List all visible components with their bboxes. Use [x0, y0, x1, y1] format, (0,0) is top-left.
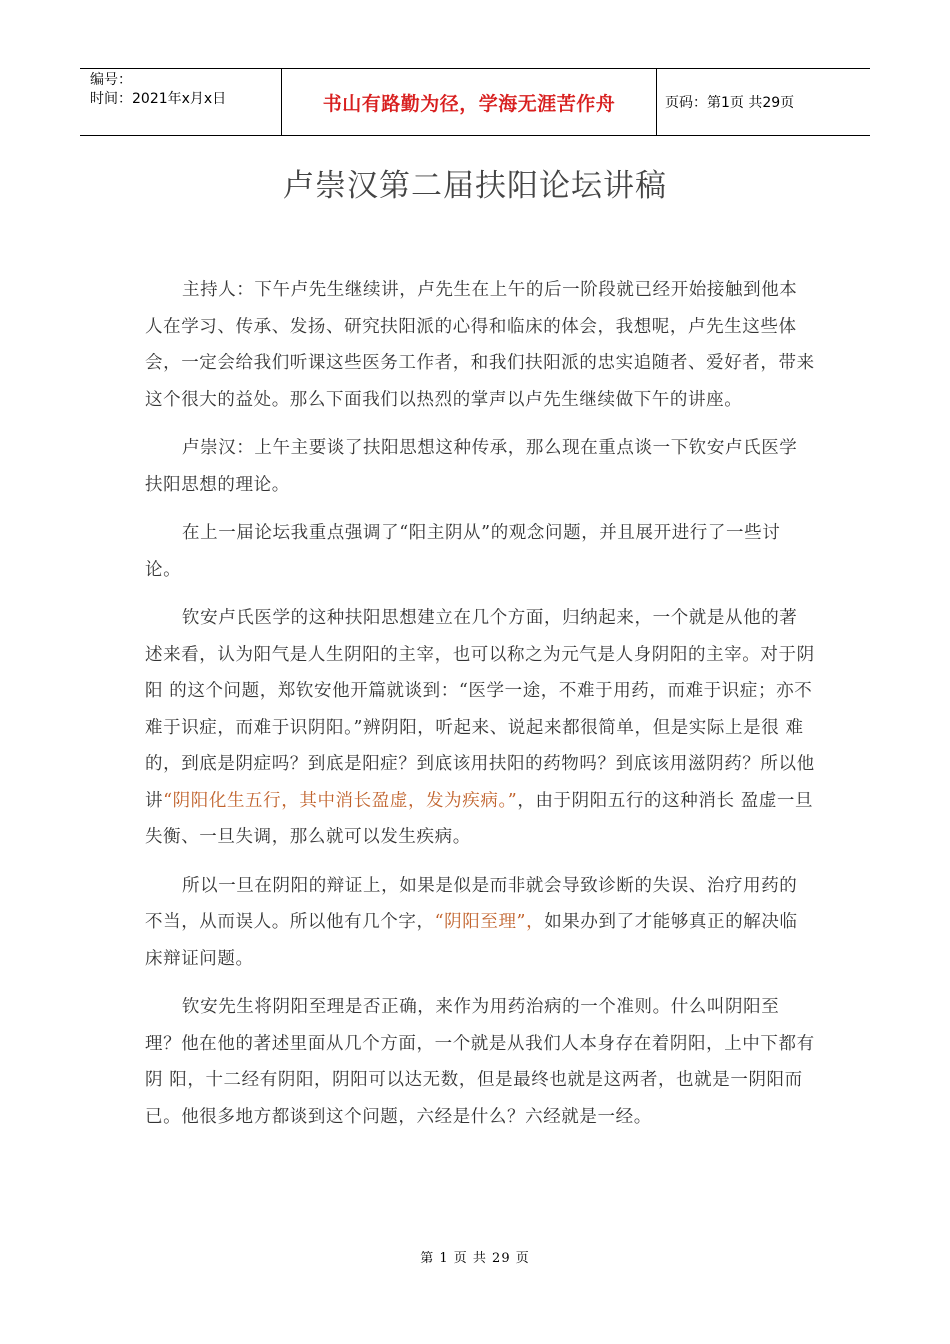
body-paragraph — [145, 515, 815, 588]
body-paragraph — [145, 600, 815, 856]
time-label: 时间：2021年x月x日 — [90, 91, 227, 107]
paragraph-text: 主持人：下午卢先生继续讲，卢先生在上午的后一阶段就已经开始接触到他本人在学习、传承、发扬、研究扶阳派的心得和临床的体会，我想呢，卢先生这些体 会，一定会给我们听课这些医务工作者，和我们扶阳派的忠实追随者、爱好者，带来这个很大的益处。那么下面我们以热烈的掌声以卢先生继续做下午的讲座。 — [145, 280, 815, 410]
paragraph-text: 卢崇汉：上午主要谈了扶阳思想这种传承，那么现在重点谈一下钦安卢氏医学扶阳思想的理论。 — [145, 438, 798, 495]
paragraph-text: ，由于阴阳五行的这种消长 盈虚一旦失衡、一旦失调，那么就可以发生疾病。 — [145, 790, 814, 847]
document-header — [80, 68, 870, 136]
document-body — [145, 272, 815, 1147]
body-paragraph — [145, 989, 815, 1135]
header-page-info: 页码：第1页 共29页 — [665, 95, 795, 111]
header-meta — [80, 69, 281, 135]
body-paragraph — [145, 430, 815, 503]
document-title: 卢崇汉第二届扶阳论坛讲稿 — [283, 168, 667, 204]
page-footer: 第 1 页 共 29 页 — [420, 1251, 530, 1266]
paragraph-text: 钦安先生将阴阳至理是否正确，来作为用药治病的一个准则。什么叫阴阳至理？他在他的著述里面从几个方面，一个就是从我们人本身存在着阴阳，上中下都有阴 阳，十二经有阴阳，阴阳可以达无数，但是最终也就是这两者，也就是一阴阳而已。他很多地方都谈到这个问题，六经是什么？六经就是一经。 — [145, 997, 815, 1127]
header-motto: 书山有路勤为径，学海无涯苦作舟 — [281, 69, 657, 135]
body-paragraph — [145, 868, 815, 978]
body-paragraph — [145, 272, 815, 418]
paragraph-text: 如果办到了才能够真正的解决临床辩证问题。 — [145, 912, 798, 969]
paragraph-text: 所以一旦在阴阳的辩证上，如果是似是而非就会导致诊断的失误、治疗用药的不当，从而误人。所以他有几个字， — [145, 875, 798, 932]
number-label: 编号： — [90, 72, 132, 88]
paragraph-text: 在上一届论坛我重点强调了“阳主阴从”的观念问题，并且展开进行了一些讨论。 — [145, 523, 781, 580]
highlighted-quote: “阴阳至理”， — [434, 912, 545, 932]
highlighted-quote: “阴阳化生五行，其中消长盈虚，发为疾病。” — [163, 790, 518, 811]
paragraph-text: 钦安卢氏医学的这种扶阳思想建立在几个方面，归纳起来，一个就是从他的著述来看，认为阳气是人生阴阳的主宰，也可以称之为元气是人身阴阳的主宰。对于阴阳 的这个问题，郑钦安他开篇就谈到：“医学一途，不难于用药，而难于识症；亦不难于识症，而难于识阴阳。”辨阴阳，听起来、说起来都很简单，但是实际上是很 难的，到底是阴症吗？到底是阳症？到底该用扶阳的药物吗？到底该用滋阴药？所以他讲 — [145, 608, 815, 811]
